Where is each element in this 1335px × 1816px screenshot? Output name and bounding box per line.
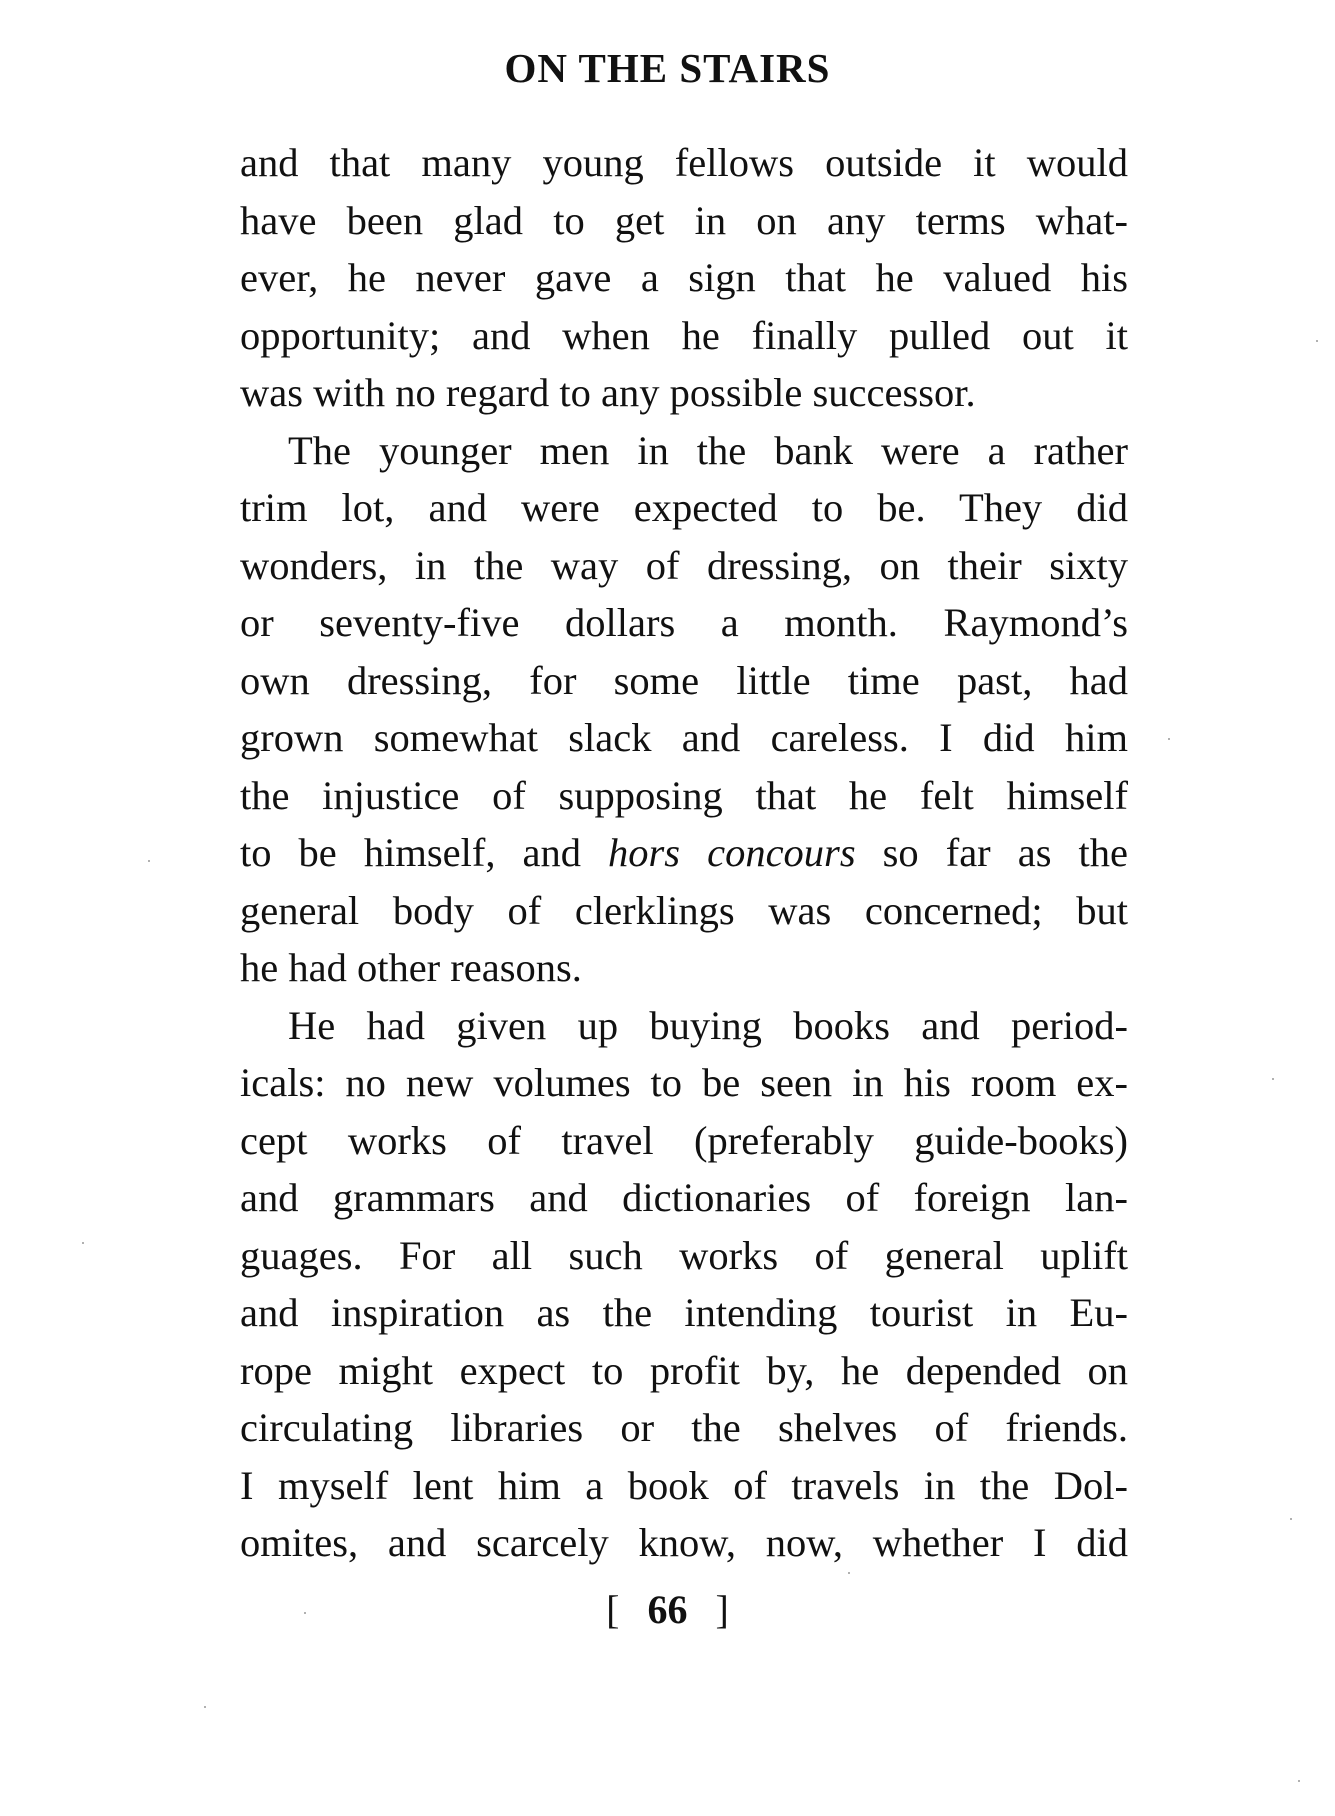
text-line: own dressing, for some little time past, had	[240, 657, 1128, 703]
text-line: and grammars and dictionaries of foreign lan-	[240, 1175, 1128, 1220]
text-line: circulating libraries or the shelves of friends.	[240, 1405, 1128, 1450]
scan-speck	[1272, 1078, 1274, 1080]
scan-speck	[848, 1572, 850, 1574]
scan-speck	[1290, 1518, 1292, 1520]
text-line: and that many young fellows outside it would	[240, 140, 1128, 185]
folio-number: 66	[647, 1587, 688, 1632]
text-fragment: to be himself, and	[240, 830, 609, 875]
text-line: The younger men in the bank were a rather	[288, 427, 1128, 473]
scan-speck	[1168, 738, 1170, 740]
text-line: opportunity; and when he finally pulled out it	[240, 312, 1128, 358]
text-line: was with no regard to any possible successor.	[240, 370, 976, 415]
text-line: rope might expect to profit by, he depended on	[240, 1347, 1128, 1393]
text-line: general body of clerklings was concerned; but	[240, 887, 1128, 933]
text-line-with-italic	[240, 824, 1128, 882]
scan-speck	[204, 1706, 206, 1708]
scan-speck	[1316, 340, 1318, 342]
text-line: wonders, in the way of dressing, on their sixty	[240, 542, 1128, 588]
text-line: He had given up buying books and period-	[288, 1002, 1128, 1048]
text-line: the injustice of supposing that he felt himself	[240, 772, 1128, 818]
text-line: and inspiration as the intending tourist in Eu-	[240, 1290, 1128, 1335]
text-line: I myself lent him a book of travels in the Dol-	[240, 1462, 1128, 1508]
scan-speck	[304, 1612, 306, 1614]
folio-close-bracket: ]	[715, 1587, 729, 1632]
text-line: icals: no new volumes to be seen in his room ex-	[240, 1060, 1128, 1105]
italic-phrase: hors concours	[608, 830, 856, 875]
text-line: cept works of travel (preferably guide-books)	[240, 1117, 1128, 1163]
text-line: ever, he never gave a sign that he valued his	[240, 255, 1128, 300]
running-head: ON THE STAIRS	[504, 45, 831, 91]
text-line: trim lot, and were expected to be. They did	[240, 485, 1128, 530]
page-number	[0, 1586, 1335, 1633]
text-line: or seventy-five dollars a month. Raymond’s	[240, 600, 1128, 645]
text-line: guages. For all such works of general uplift	[240, 1232, 1128, 1278]
scan-speck	[148, 860, 150, 862]
text-line: omites, and scarcely know, now, whether I did	[240, 1520, 1128, 1565]
text-line: grown somewhat slack and careless. I did him	[240, 715, 1128, 760]
text-line: have been glad to get in on any terms what-	[240, 197, 1128, 243]
text-line: he had other reasons.	[240, 945, 582, 990]
scan-speck	[1298, 1780, 1300, 1782]
scan-speck	[82, 1242, 84, 1244]
body-text	[240, 134, 1128, 1572]
text-fragment: so far as the	[855, 830, 1128, 875]
folio-open-bracket: [	[606, 1587, 620, 1632]
